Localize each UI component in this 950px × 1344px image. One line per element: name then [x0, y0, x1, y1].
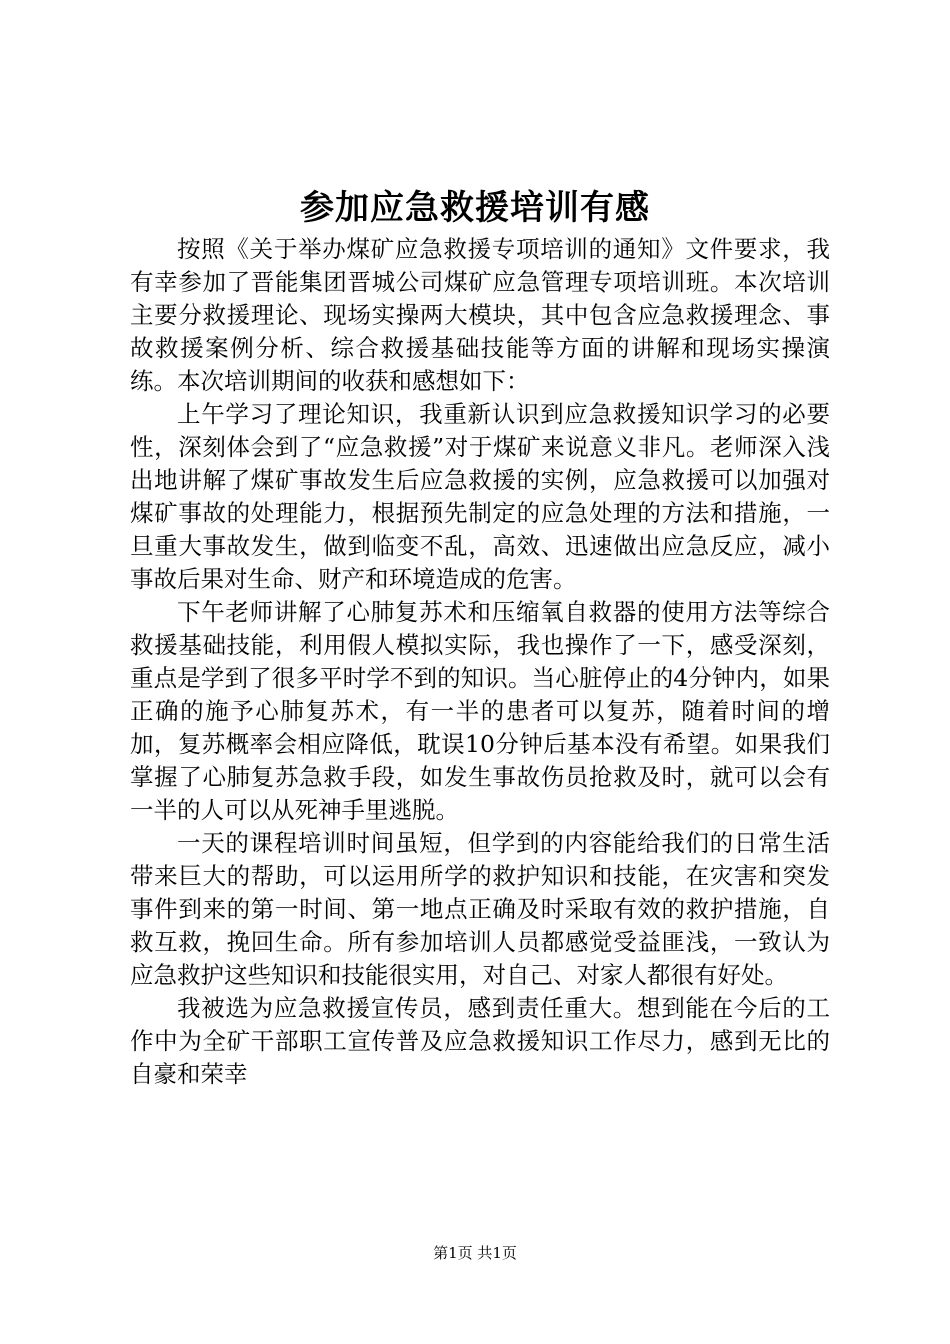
paragraph-2: 上午学习了理论知识，我重新认识到应急救援知识学习的必要性，深刻体会到了“应急救援”对于煤矿来说意义非凡。老师深入浅出地讲解了煤矿事故发生后应急救援的实例，应急救援可以加强对煤矿事故的处理能力，根据预先制定的应急处理的方法和措施，一旦重大事故发生，做到临变不乱，高效、迅速做出应急反应，减小事故后果对生命、财产和环境造成的危害。	[130, 400, 830, 593]
document-title: 参加应急救援培训有感	[300, 188, 650, 228]
paragraph-1: 按照《关于举办煤矿应急救援专项培训的通知》文件要求，我有幸参加了晋能集团晋城公司煤矿应急管理专项培训班。本次培训主要分救援理论、现场实操两大模块，其中包含应急救援理念、事故救援案例分析、综合救援基础技能等方面的讲解和现场实操演练。本次培训期间的收获和感想如下：	[130, 235, 830, 395]
paragraph-5: 我被选为应急救援宣传员，感到责任重大。想到能在今后的工作中为全矿干部职工宣传普及应急救援知识工作尽力，感到无比的自豪和荣幸	[130, 994, 830, 1088]
document-body	[130, 233, 830, 1091]
page-number-footer: 第1页 共1页	[433, 1244, 517, 1262]
paragraph-4: 一天的课程培训时间虽短，但学到的内容能给我们的日常生活带来巨大的帮助，可以运用所学的救护知识和技能，在灾害和突发事件到来的第一时间、第一地点正确及时采取有效的救护措施，自救互救，挽回生命。所有参加培训人员都感觉受益匪浅，一致认为应急救护这些知识和技能很实用，对自己、对家人都很有好处。	[130, 829, 830, 989]
paragraph-3: 下午老师讲解了心肺复苏术和压缩氧自救器的使用方法等综合救援基础技能，利用假人模拟实际，我也操作了一下，感受深刻，重点是学到了很多平时学不到的知识。当心脏停止的4分钟内，如果正确的施予心肺复苏术，有一半的患者可以复苏，随着时间的增加，复苏概率会相应降低，耽误10分钟后基本没有希望。如果我们掌握了心肺复苏急救手段，如发生事故伤员抢救及时，就可以会有一半的人可以从死神手里逃脱。	[130, 598, 830, 824]
